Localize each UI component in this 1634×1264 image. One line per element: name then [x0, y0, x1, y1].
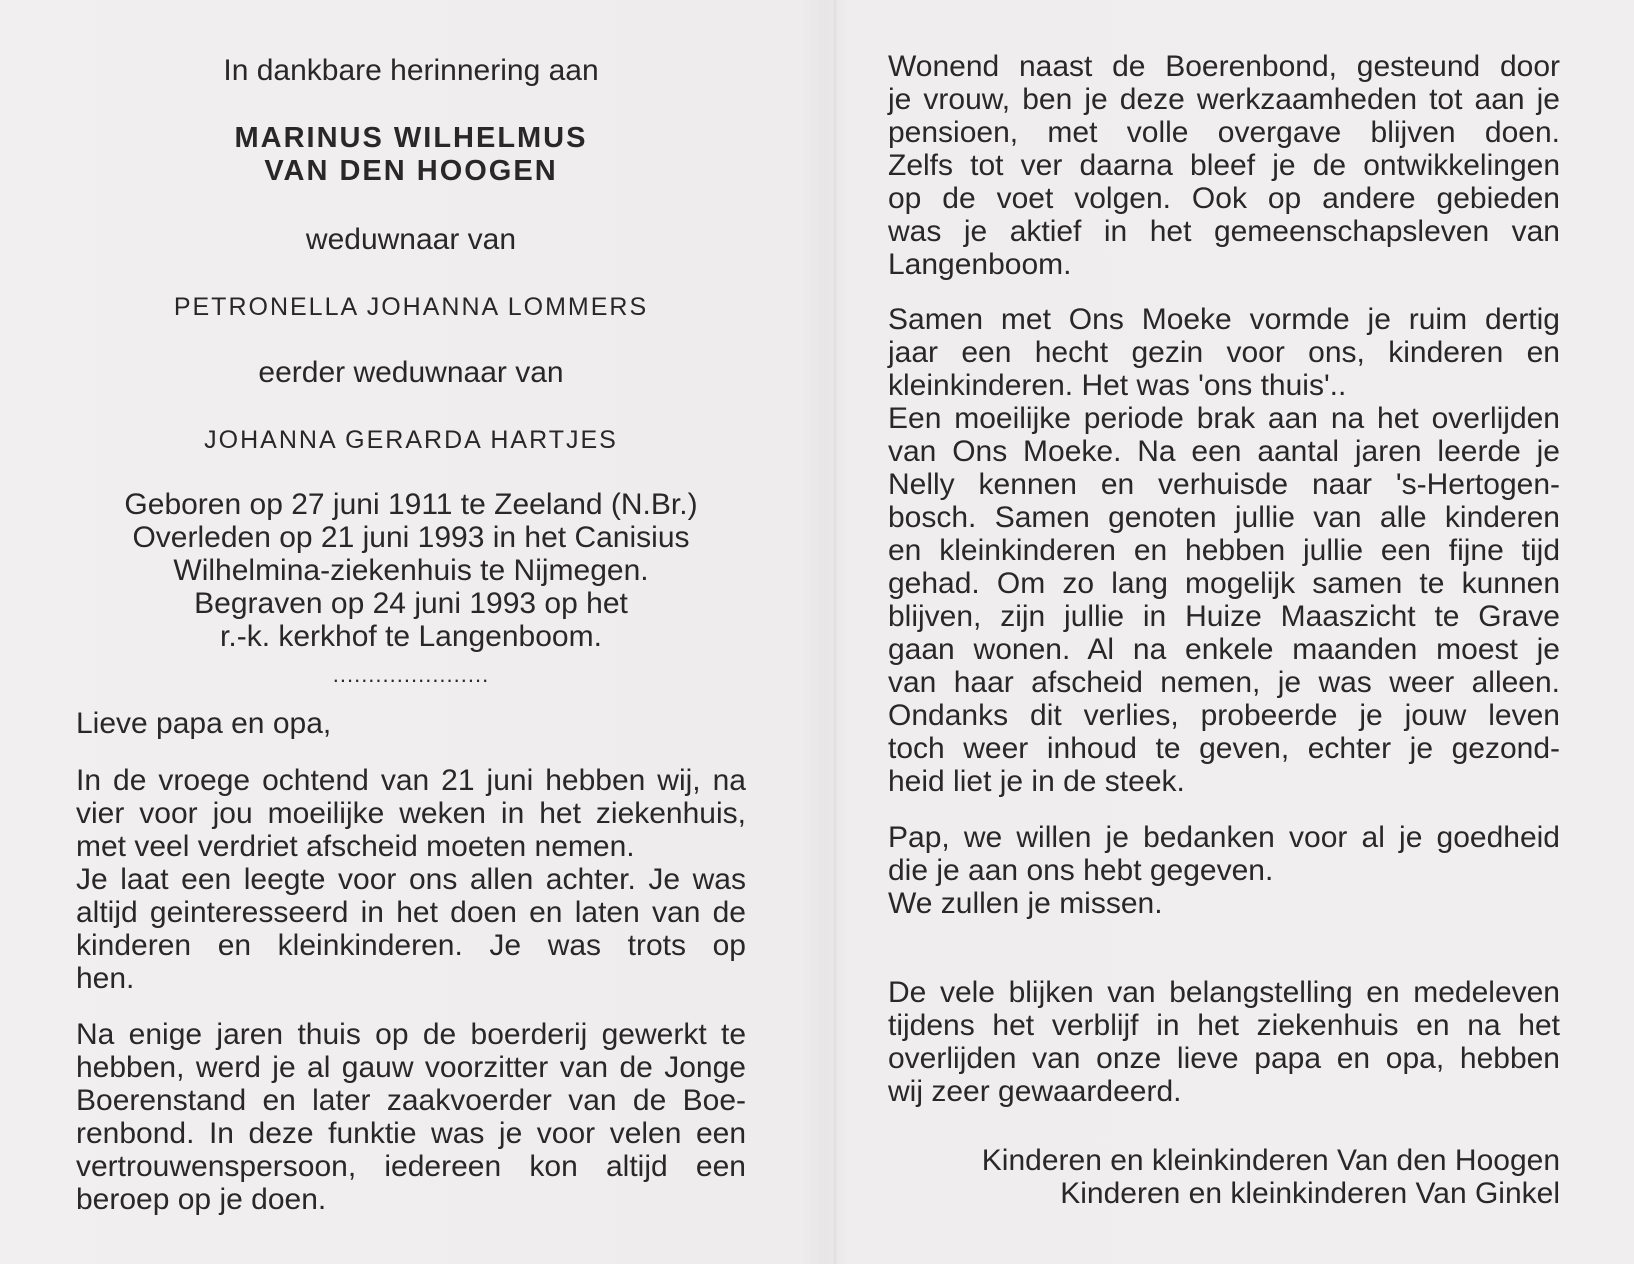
text-line: heid liet je in de steek.: [888, 765, 1185, 798]
signature-line: Kinderen en kleinkinderen Van Ginkel: [1060, 1177, 1560, 1210]
salutation: Lieve papa en opa,: [76, 707, 332, 740]
text-line: Langenboom.: [888, 248, 1072, 281]
dedication-header: In dankbare herinnering aan: [223, 54, 599, 87]
spouse2-name: JOHANNA GERARDA HARTJES: [204, 426, 618, 454]
text-line: hen.: [76, 962, 135, 995]
text-line: op de voet volgen. Ook op andere gebieden: [888, 182, 1560, 215]
text-line: Nelly kennen en verhuisde naar 's-Hertogen-: [888, 468, 1560, 501]
text-line: die je aan ons hebt gegeven.: [888, 854, 1274, 887]
text-line: pensioen, met volle overgave blijven doen.: [888, 116, 1560, 149]
text-line: Pap, we willen je bedanken voor al je goedheid: [888, 821, 1560, 854]
text-line: was je aktief in het gemeenschapsleven van: [888, 215, 1560, 248]
text-line: wij zeer gewaardeerd.: [888, 1075, 1182, 1108]
date-line: Wilhelmina-ziekenhuis te Nijmegen.: [173, 554, 649, 587]
text-line: Na enige jaren thuis op de boerderij gewerkt te: [76, 1018, 746, 1051]
text-line: van Ons Moeke. Na een aantal jaren leerde je: [888, 435, 1560, 468]
text-line: altijd geinteresseerd in het doen en laten van de: [76, 896, 746, 929]
text-line: Je laat een leegte voor ons allen achter. Je was: [76, 863, 746, 896]
text-line: hebben, werd je al gauw voorzitter van de Jonge: [76, 1051, 746, 1084]
date-line: Begraven op 24 juni 1993 op het: [194, 587, 628, 620]
text-line: Wonend naast de Boerenbond, gesteund door: [888, 50, 1560, 83]
text-line: van haar afscheid nemen, je was weer alleen.: [888, 666, 1560, 699]
deceased-name-line2: VAN DEN HOOGEN: [264, 155, 558, 187]
text-line: blijven, zijn jullie in Huize Maaszicht te Grave: [888, 600, 1560, 633]
text-line: Boerenstand en later zaakvoerder van de Boe-: [76, 1084, 746, 1117]
text-line: met veel verdriet afscheid moeten nemen.: [76, 830, 635, 863]
signature-line: Kinderen en kleinkinderen Van den Hoogen: [981, 1144, 1560, 1177]
dotted-separator: ......................: [332, 662, 490, 687]
text-line: beroep op je doen.: [76, 1183, 327, 1216]
deceased-name-line1: MARINUS WILHELMUS: [234, 122, 588, 154]
text-line: vier voor jou moeilijke weken in het ziekenhuis,: [76, 797, 746, 830]
text-line: toch weer inhoud te geven, echter je gezond-: [888, 732, 1560, 765]
text-line: jaar een hecht gezin voor ons, kinderen en: [888, 336, 1560, 369]
card-fold: [833, 0, 837, 1264]
text-line: Samen met Ons Moeke vormde je ruim dertig: [888, 303, 1560, 336]
text-line: De vele blijken van belangstelling en medeleven: [888, 976, 1560, 1009]
text-line: Een moeilijke periode brak aan na het overlijden: [888, 402, 1560, 435]
text-line: renbond. In deze funktie was je voor velen een: [76, 1117, 746, 1150]
date-line: Geboren op 27 juni 1911 te Zeeland (N.Br.): [124, 488, 698, 521]
text-line: tijdens het verblijf in het ziekenhuis en na het: [888, 1009, 1560, 1042]
widower-of-label: weduwnaar van: [305, 223, 517, 256]
spouse1-name: PETRONELLA JOHANNA LOMMERS: [173, 293, 649, 321]
earlier-widower-of-label: eerder weduwnaar van: [258, 356, 564, 389]
text-line: Ondanks dit verlies, probeerde je jouw leven: [888, 699, 1560, 732]
text-line: je vrouw, ben je deze werkzaamheden tot aan je: [888, 83, 1560, 116]
text-line: bosch. Samen genoten jullie van alle kinderen: [888, 501, 1560, 534]
text-line: kinderen en kleinkinderen. Je was trots op: [76, 929, 746, 962]
text-line: overlijden van onze lieve papa en opa, hebben: [888, 1042, 1560, 1075]
text-line: en kleinkinderen en hebben jullie een fijne tijd: [888, 534, 1560, 567]
text-line: gehad. Om zo lang mogelijk samen te kunnen: [888, 567, 1560, 600]
text-line: kleinkinderen. Het was 'ons thuis'..: [888, 369, 1347, 402]
text-line: gaan wonen. Al na enkele maanden moest je: [888, 633, 1560, 666]
text-line: Zelfs tot ver daarna bleef je de ontwikkelingen: [888, 149, 1560, 182]
text-line: In de vroege ochtend van 21 juni hebben wij, na: [76, 764, 746, 797]
text-line: vertrouwenspersoon, iedereen kon altijd een: [76, 1150, 746, 1183]
date-line: r.-k. kerkhof te Langenboom.: [220, 620, 602, 653]
text-line: We zullen je missen.: [888, 887, 1163, 920]
date-line: Overleden op 21 juni 1993 in het Canisius: [132, 521, 690, 554]
